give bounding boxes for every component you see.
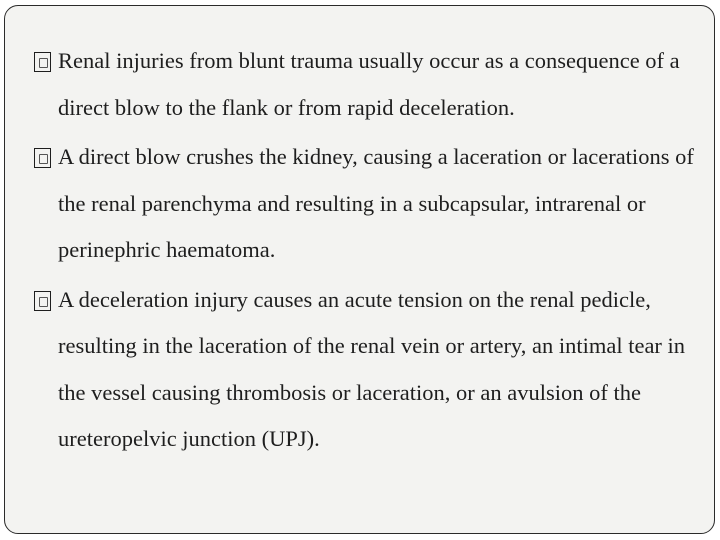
bullet-text-1: Renal injuries from blunt trauma usually occur as a consequence of a direct blow to the flank or from rapid deceleration.: [58, 48, 680, 120]
missing-glyph-box-icon: [34, 52, 51, 72]
bullet-item-1: [32, 38, 702, 131]
bullet-text-3: A deceleration injury causes an acute tension on the renal pedicle, resulting in the laceration of the renal vein or artery, an intimal tear in the vessel causing thrombosis or laceration, or an avulsion of the ureteropelvic junction (UPJ).: [58, 286, 686, 451]
missing-glyph-box-icon: [34, 148, 51, 168]
slide-frame: [4, 5, 715, 534]
bullet-list: [32, 38, 702, 466]
bullet-item-2: [32, 134, 702, 274]
missing-glyph-box-icon: [34, 291, 51, 311]
bullet-item-3: [32, 277, 702, 463]
bullet-text-2: A direct blow crushes the kidney, causing a laceration or lacerations of the renal parenchyma and resulting in a subcapsular, intrarenal or perinephric haematoma.: [58, 144, 694, 262]
